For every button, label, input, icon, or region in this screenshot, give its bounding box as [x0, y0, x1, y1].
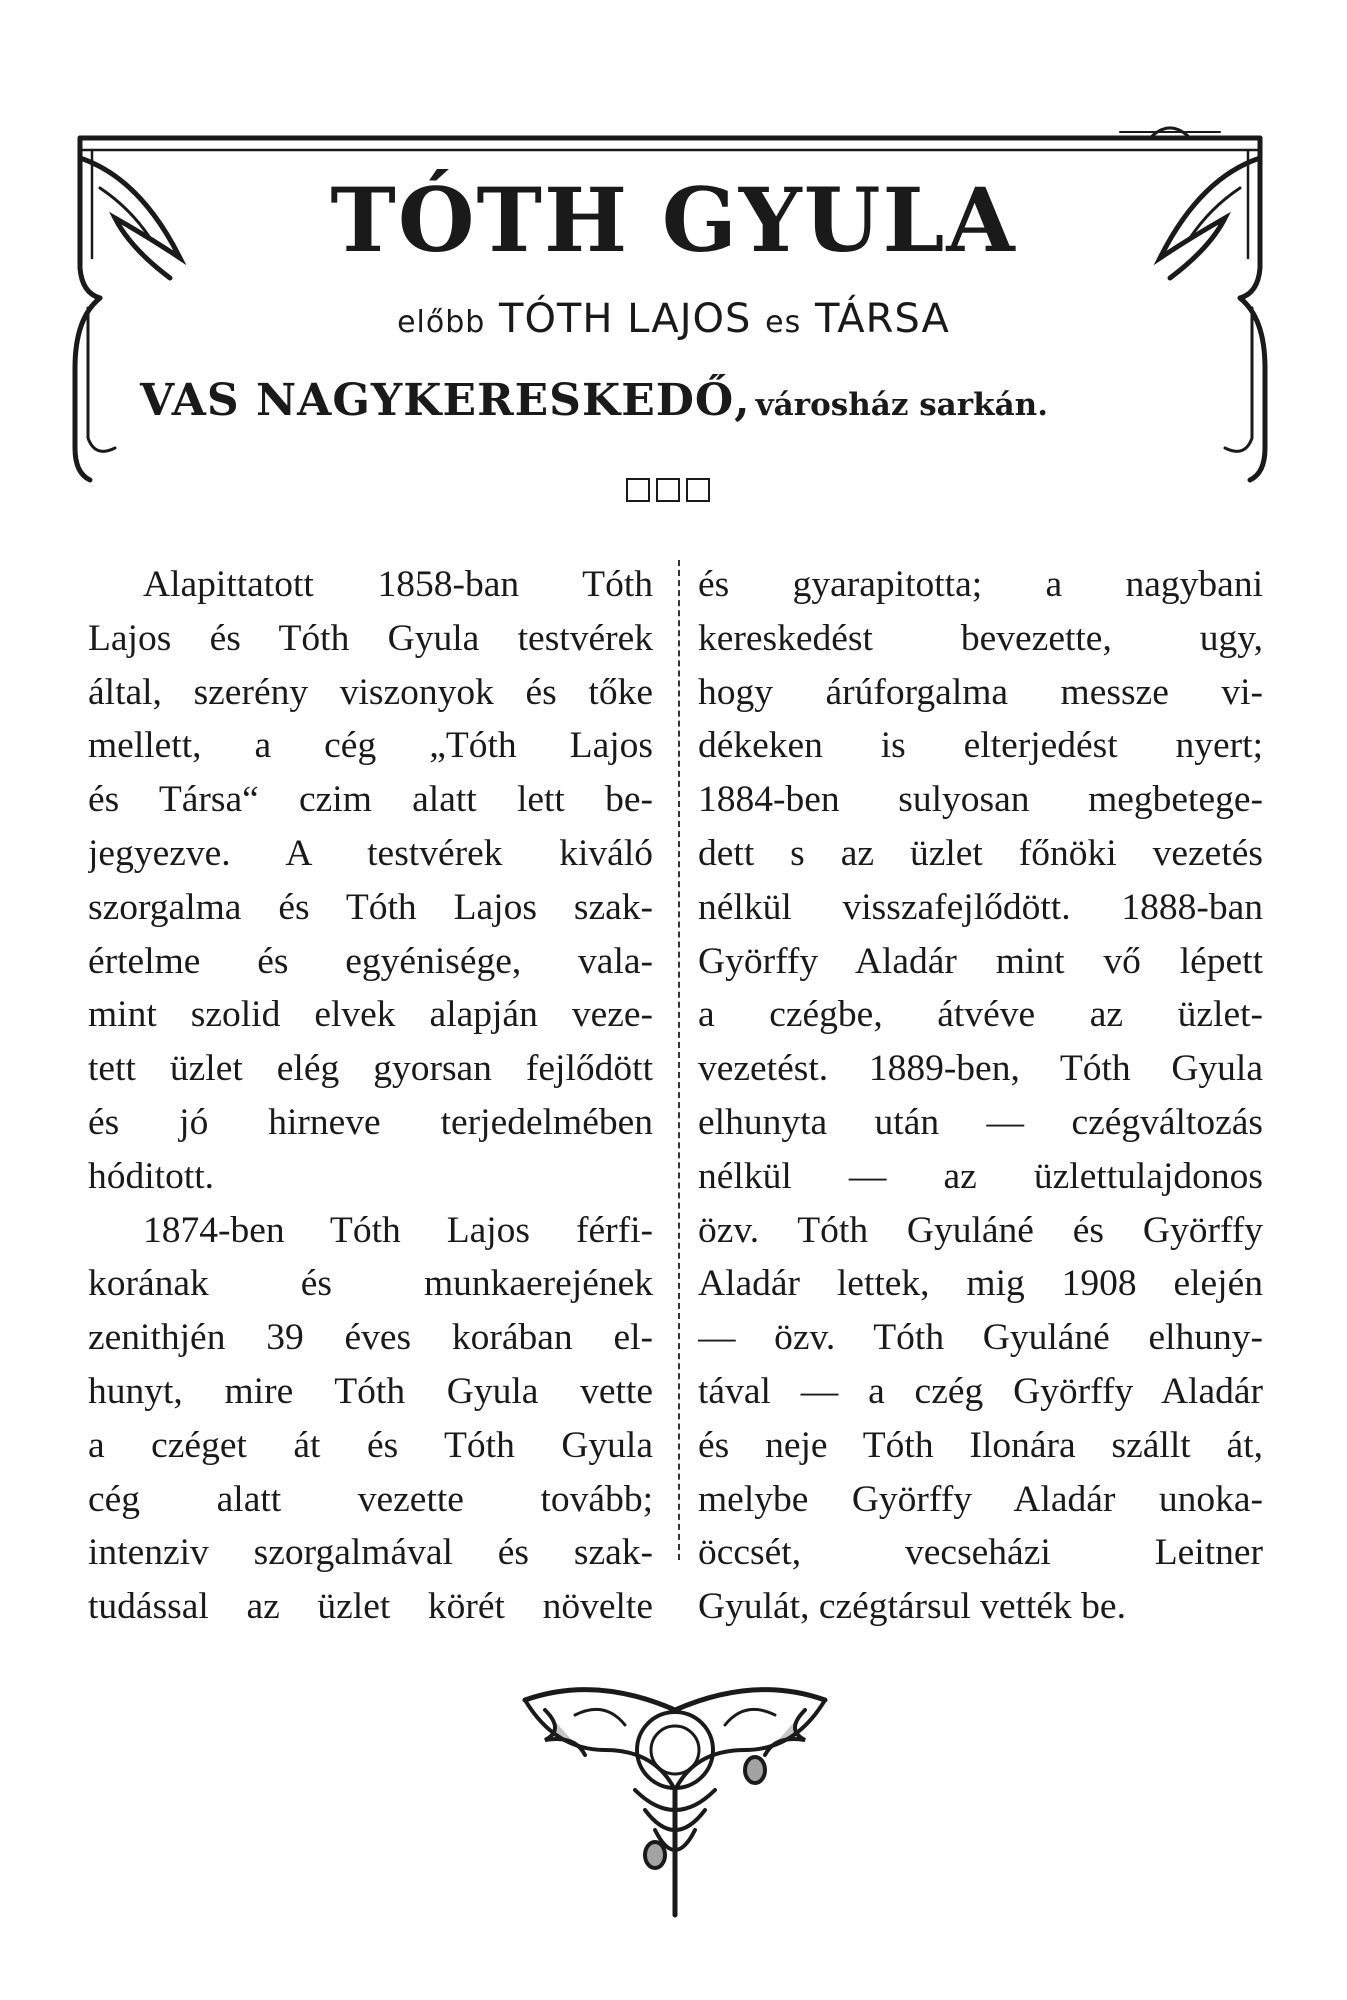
- left-column: [88, 558, 653, 1634]
- text-line: Aladár lettek, mig 1908 elején: [698, 1263, 1263, 1305]
- text-line: 1874-ben Tóth Lajos férfi-: [143, 1209, 653, 1251]
- subtitle-conjunction: es: [765, 305, 802, 340]
- text-line: zenithjén 39 éves korában el-: [88, 1317, 653, 1359]
- separator-squares: [626, 478, 710, 502]
- text-line: melybe Györffy Aladár unoka-: [698, 1478, 1263, 1520]
- text-line: által, szerény viszonyok és tőke: [88, 671, 653, 713]
- text-line: tudással az üzlet körét növelte: [88, 1586, 653, 1628]
- text-line: hogy árúforgalma messze vi-: [698, 671, 1263, 713]
- text-line: elhunyta után — czégváltozás: [698, 1101, 1263, 1143]
- text-line: értelme és egyénisége, vala-: [88, 940, 653, 982]
- subtitle-prefix: előbb: [397, 305, 486, 340]
- text-line: — özv. Tóth Gyuláné elhuny-: [698, 1317, 1263, 1359]
- trade-location: városház sarkán.: [755, 387, 1048, 423]
- text-line: Alapittatott 1858-ban Tóth: [143, 564, 653, 605]
- text-line: nélkül visszafejlődött. 1888-ban: [698, 886, 1263, 928]
- text-line: öccsét, vecseházi Leitner: [698, 1532, 1263, 1574]
- text-line: hunyt, mire Tóth Gyula vette: [88, 1370, 653, 1412]
- text-line: a czégbe, átvéve az üzlet-: [698, 994, 1263, 1036]
- text-line: özv. Tóth Gyuláné és Györffy: [698, 1209, 1263, 1251]
- text-line: jegyezve. A testvérek kiváló: [88, 832, 653, 874]
- text-line: kereskedést bevezette, ugy,: [698, 617, 1263, 659]
- text-line: Gyulát, czégtársul vették be.: [698, 1586, 1126, 1628]
- square-icon: [626, 478, 650, 502]
- text-line: a czéget át és Tóth Gyula: [88, 1424, 653, 1466]
- trade-line: [140, 375, 1220, 426]
- text-line: tával — a czég Györffy Aladár: [698, 1370, 1263, 1412]
- text-line: szorgalma és Tóth Lajos szak-: [88, 886, 653, 928]
- company-subtitle: [0, 296, 1347, 342]
- text-line: Lajos és Tóth Gyula testvérek: [88, 617, 653, 659]
- text-line: vezetést. 1889-ben, Tóth Gyula: [698, 1048, 1263, 1090]
- leaf-ornament-icon: [515, 1680, 835, 1925]
- square-icon: [686, 478, 710, 502]
- subtitle-name: TÓTH LAJOS: [499, 296, 752, 342]
- right-column: [698, 558, 1263, 1634]
- text-line: és jó hirneve terjedelmében: [88, 1101, 653, 1143]
- company-title: TÓTH GYULA: [330, 168, 1017, 272]
- text-line: és gyarapitotta; a nagybani: [698, 564, 1263, 605]
- text-line: és Társa“ czim alatt lett be-: [88, 779, 653, 821]
- text-line: és neje Tóth Ilonára szállt át,: [698, 1424, 1263, 1466]
- text-line: mellett, a cég „Tóth Lajos: [88, 725, 653, 767]
- text-line: mint szolid elvek alapján veze-: [88, 994, 653, 1036]
- text-line: dett s az üzlet főnöki vezetés: [698, 832, 1263, 874]
- text-line: cég alatt vezette tovább;: [88, 1478, 653, 1520]
- text-line: 1884-ben sulyosan megbetege-: [698, 779, 1263, 821]
- subtitle-end: TÁRSA: [814, 296, 950, 342]
- text-line: korának és munkaerejének: [88, 1263, 653, 1305]
- text-line: Györffy Aladár mint vő lépett: [698, 940, 1263, 982]
- trade-main: VAS NAGYKERESKEDŐ,: [140, 375, 751, 426]
- text-line: nélkül — az üzlettulajdonos: [698, 1155, 1263, 1197]
- text-line: hóditott.: [88, 1155, 215, 1197]
- text-line: intenziv szorgalmával és szak-: [88, 1532, 653, 1574]
- text-line: dékeken is elterjedést nyert;: [698, 725, 1263, 767]
- column-divider: [678, 560, 680, 1560]
- square-icon: [656, 478, 680, 502]
- text-line: tett üzlet elég gyorsan fejlődött: [88, 1048, 653, 1090]
